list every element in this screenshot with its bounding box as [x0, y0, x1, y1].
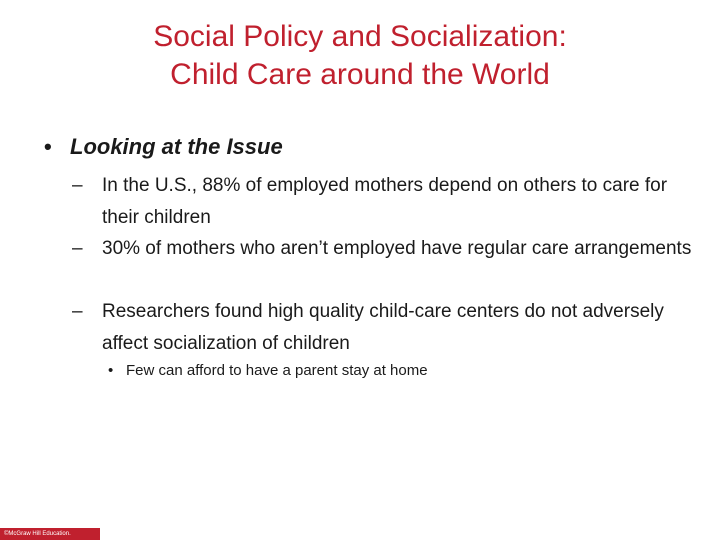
dash-marker: –: [72, 238, 83, 259]
slide-title: [0, 18, 720, 94]
dash-marker: –: [72, 301, 83, 322]
level3-bullet: [108, 360, 428, 382]
sub-bullet-3: [72, 296, 692, 360]
dash-marker: –: [72, 175, 83, 196]
bullet-dot: •: [108, 362, 114, 379]
sub-bullet-1: [72, 170, 692, 234]
bullet-heading: [44, 132, 283, 162]
copyright-footer: ©McGraw Hill Education.: [0, 528, 100, 540]
sub-bullet-text: Researchers found high quality child-care centers do not adversely affect socialization of children: [102, 301, 664, 354]
slide-title-line1: Social Policy and Socialization:: [153, 20, 567, 53]
sub-bullet-text: In the U.S., 88% of employed mothers depend on others to care for their children: [102, 175, 668, 228]
slide-title-line2: Child Care around the World: [170, 58, 550, 91]
sub-bullet-2: [72, 233, 692, 265]
sub-bullet-text: 30% of mothers who aren’t employed have regular care arrangements: [102, 238, 692, 259]
bullet-heading-text: Looking at the Issue: [70, 134, 283, 159]
level3-bullet-text: Few can afford to have a parent stay at home: [126, 362, 428, 379]
bullet-dot: •: [44, 134, 52, 159]
